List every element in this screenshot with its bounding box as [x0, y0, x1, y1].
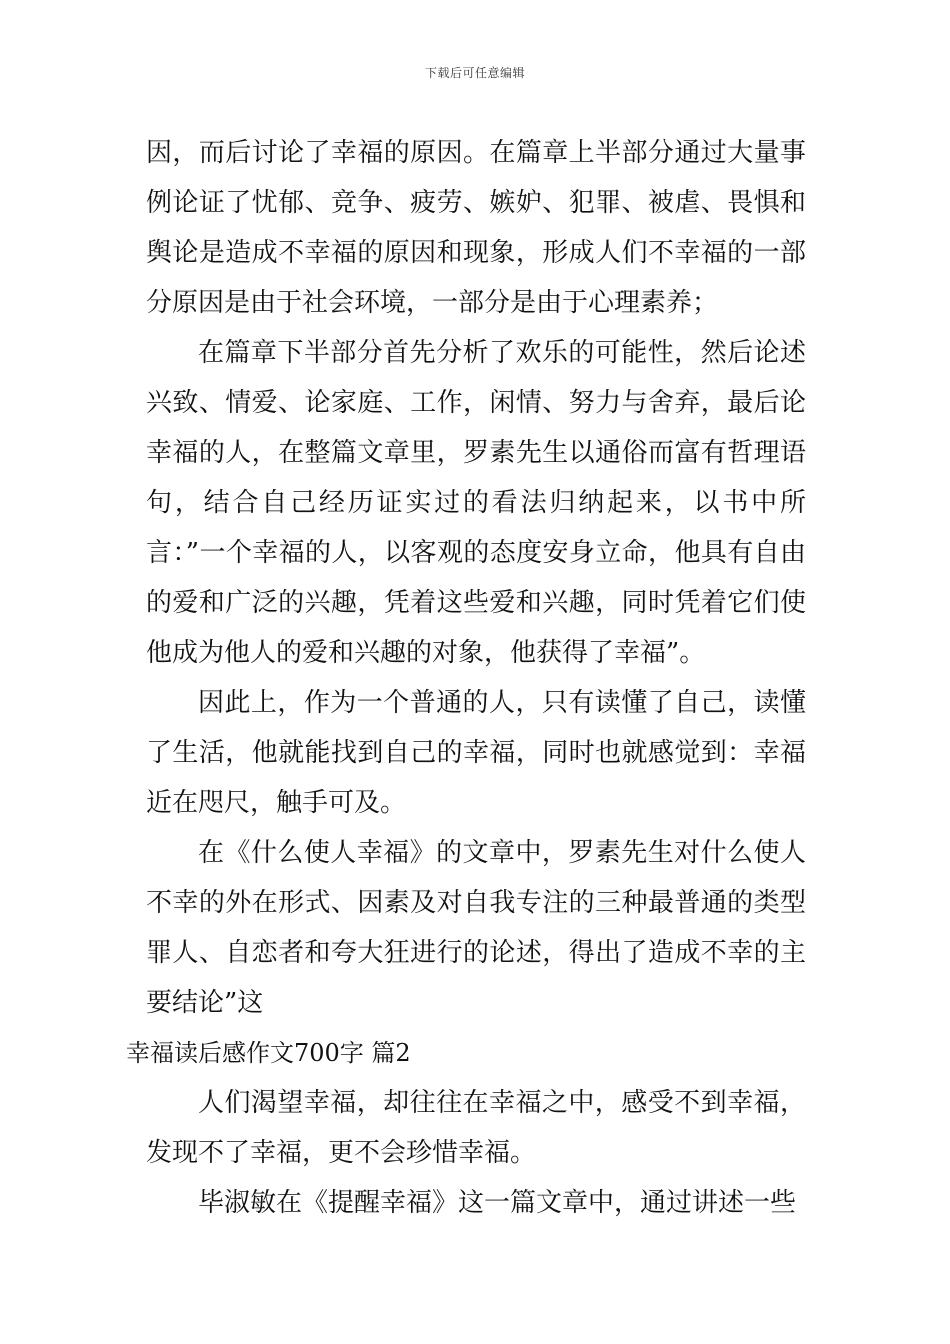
- paragraph-6: 毕淑敏在《提醒幸福》这一篇文章中，通过讲述一些: [198, 1188, 797, 1218]
- paragraph-2: 在篇章下半部分首先分析了欢乐的可能性，然后论述兴致、情爱、论家庭、工作，闲情、努力与舍弃，最后论幸福的人，在整篇文章里，罗素先生以通俗而富有哲理语句，结合自己经历证实过的看法归纳起来，以书中所言：”一个幸福的人，以客观的态度安身立命，他具有自由的爱和广泛的兴趣，凭着这些爱和兴趣，同时凭着它们使他成为他人的爱和兴趣的对象，他获得了幸福”。: [146, 338, 806, 668]
- document-body: [126, 128, 806, 1228]
- paragraph-3: 因此上，作为一个普通的人，只有读懂了自己，读懂了生活，他就能找到自己的幸福，同时也就感觉到：幸福近在咫尺，触手可及。: [146, 688, 806, 818]
- page-header: 下载后可任意编辑: [424, 66, 525, 80]
- paragraph-5: 人们渴望幸福，却往往在幸福之中，感受不到幸福，发现不了幸福，更不会珍惜幸福。: [146, 1088, 806, 1168]
- paragraph-1: 因，而后讨论了幸福的原因。在篇章上半部分通过大量事例论证了忧郁、竞争、疲劳、嫉妒、犯罪、被虐、畏惧和舆论是造成不幸福的原因和现象，形成人们不幸福的一部分原因是由于社会环境，一部分是由于心理素养；: [146, 138, 806, 318]
- paragraph-4: 在《什么使人幸福》的文章中，罗素先生对什么使人不幸的外在形式、因素及对自我专注的三种最普通的类型罪人、自恋者和夸大狂进行的论述，得出了造成不幸的主要结论”这: [146, 838, 806, 1018]
- section-heading: 幸福读后感作文700字 篇2: [126, 1039, 411, 1067]
